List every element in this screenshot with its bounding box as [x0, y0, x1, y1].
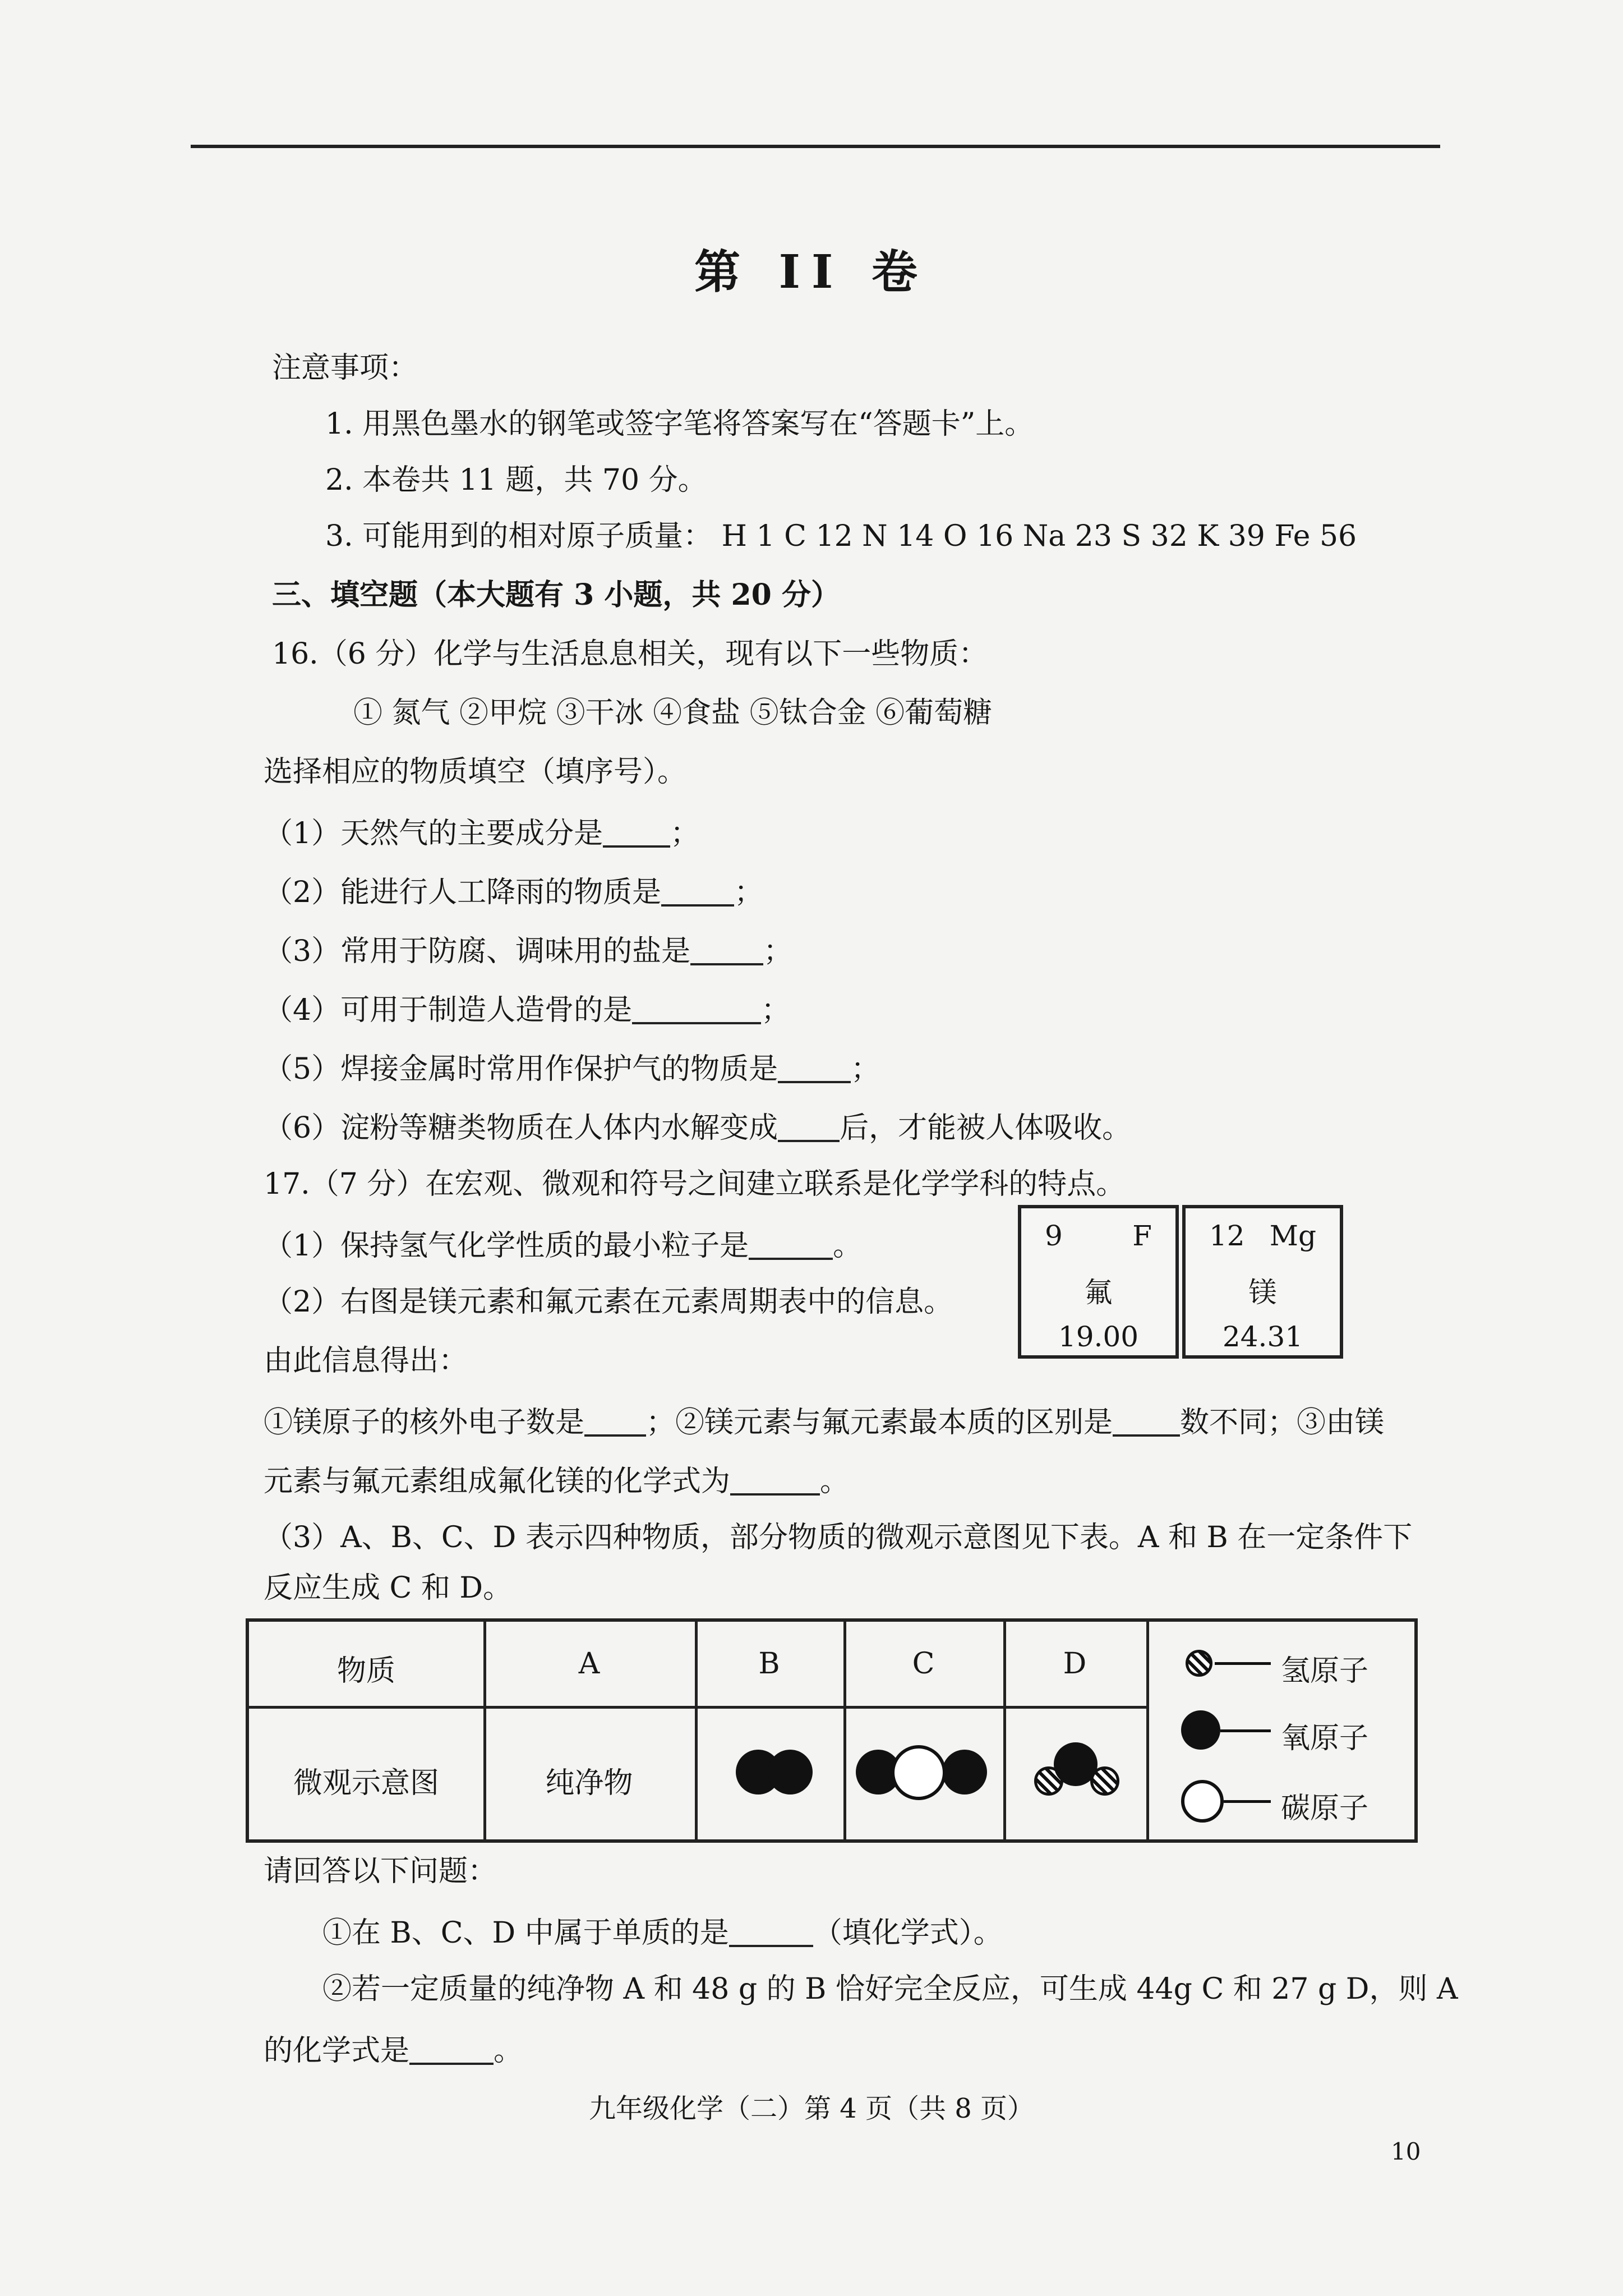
answer-blank[interactable]: [729, 1916, 813, 1947]
hydrogen-atom-icon: [1186, 1650, 1212, 1677]
note-3: 3. 可能用到的相对原子质量： H 1 C 12 N 14 O 16 Na 23 S 32 K 39 Fe 56: [325, 519, 1357, 553]
note-2: 2. 本卷共 11 题，共 70 分。: [325, 463, 707, 497]
q17-part2: （2）右图是镁元素和氟元素在元素周期表中的信息。: [264, 1285, 953, 1319]
table-row-header: 微观示意图: [293, 1766, 439, 1800]
table-col-header: 物质: [336, 1654, 395, 1688]
q16-instruction: 选择相应的物质填空（填序号）。: [264, 755, 687, 789]
legend-oxygen: 氧原子: [1281, 1722, 1369, 1755]
q17-derive: 由此信息得出：: [264, 1344, 468, 1378]
answer-blank[interactable]: [730, 1464, 820, 1496]
table-header-a: A: [578, 1647, 600, 1681]
answer-blank[interactable]: [778, 1052, 851, 1083]
note-1: 1. 用黑色墨水的钢笔或签字笔将答案写在“答题卡”上。: [325, 407, 1034, 441]
oxygen-atom-icon: [768, 1750, 813, 1795]
q16-item-6: （6）淀粉等糖类物质在人体内水解变成 后，才能被人体吸收。: [264, 1111, 1132, 1145]
q16-substances: ① 氮气 ②甲烷 ③干冰 ④食盐 ⑤钛合金 ⑥葡萄糖: [353, 696, 993, 730]
element-card-magnesium: 12 Mg 镁 24.31: [1182, 1205, 1343, 1359]
page-number: 10: [1391, 2138, 1421, 2165]
table-header-c: C: [912, 1647, 935, 1681]
table-cell-a: 纯净物: [545, 1766, 633, 1800]
micro-diagram-table: [246, 1618, 1418, 1843]
q16-item-3: （3）常用于防腐、调味用的盐是 ；: [264, 935, 793, 968]
carbon-atom-icon: [1181, 1780, 1224, 1823]
table-header-b: B: [758, 1647, 780, 1681]
q16-stem: 16.（6 分）化学与生活息息相关，现有以下一些物质：: [272, 637, 988, 671]
legend-carbon: 碳原子: [1281, 1792, 1369, 1825]
q17-derive-line2: 元素与氟元素组成氟化镁的化学式为 。: [264, 1465, 850, 1498]
table-header-d: D: [1063, 1647, 1087, 1681]
answer-blank[interactable]: [749, 1228, 833, 1260]
oxygen-atom-icon: [942, 1750, 987, 1795]
answer-blank[interactable]: [603, 816, 670, 848]
q16-item-1: （1）天然气的主要成分是 ；: [264, 817, 700, 850]
q17-ask: 请回答以下问题：: [264, 1855, 497, 1888]
oxygen-atom-icon: [1181, 1710, 1220, 1750]
q16-item-5: （5）焊接金属时常用作保护气的物质是 ；: [264, 1052, 880, 1086]
legend-hydrogen: 氢原子: [1281, 1654, 1369, 1688]
q17-derive-line1: ①镁原子的核外电子数是 ；②镁元素与氟元素最本质的区别是 数不同；③由镁: [264, 1406, 1385, 1439]
answer-blank[interactable]: [778, 1111, 840, 1142]
answer-blank[interactable]: [690, 934, 763, 965]
header-rule: [191, 145, 1440, 148]
carbon-atom-icon: [891, 1745, 946, 1800]
q16-item-4: （4）可用于制造人造骨的是 ；: [264, 993, 791, 1027]
page-footer: 九年级化学（二）第 4 页（共 8 页）: [588, 2093, 1035, 2124]
element-card-fluorine: 9 F 氟 19.00: [1018, 1205, 1179, 1359]
q17-answer-1: ①在 B、C、D 中属于单质的是 （填化学式）。: [322, 1916, 1003, 1950]
section-heading: 三、填空题（本大题有 3 小题，共 20 分）: [272, 578, 840, 612]
page-title: 第 II 卷: [694, 245, 929, 299]
answer-blank[interactable]: [584, 1405, 646, 1437]
q17-answer-3: 的化学式是 。: [264, 2034, 523, 2068]
q17-answer-2: ②若一定质量的纯净物 A 和 48 g 的 B 恰好完全反应，可生成 44g C 和 27 g D，则 A: [322, 1972, 1458, 2006]
answer-blank[interactable]: [661, 875, 734, 907]
q17-part3-a: （3）A、B、C、D 表示四种物质，部分物质的微观示意图见下表。A 和 B 在一定条件下: [264, 1521, 1413, 1554]
answer-blank[interactable]: [409, 2033, 494, 2065]
oxygen-atom-icon: [1054, 1742, 1098, 1786]
q16-item-2: （2）能进行人工降雨的物质是 ；: [264, 876, 764, 909]
q17-part1: （1）保持氢气化学性质的最小粒子是 。: [264, 1229, 863, 1263]
notes-heading: 注意事项：: [272, 351, 418, 385]
answer-blank[interactable]: [632, 993, 761, 1024]
q17-part3-b: 反应生成 C 和 D。: [264, 1571, 513, 1605]
q17-stem: 17.（7 分）在宏观、微观和符号之间建立联系是化学学科的特点。: [264, 1167, 1126, 1201]
answer-blank[interactable]: [1113, 1405, 1180, 1437]
